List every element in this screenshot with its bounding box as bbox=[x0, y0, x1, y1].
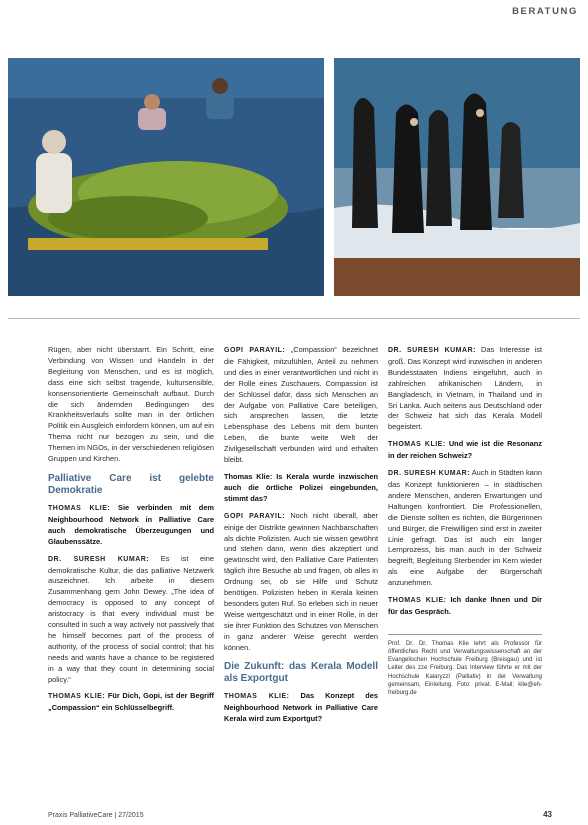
answer-text: Es ist eine demokratische Kultur, die das palliative Netzwerk auszeichnet. Ich arbeite in diesem Zusammenhang gern John Dewey. „The idea of democracy is opposed to any concept of aristocracy is that every individual must be consulted in such a way actively not passively that he himself becomes part of the process of authority, of the process of social control; that his needs and wants have a chance to be registered in a way that they count in determining social policy.“ bbox=[48, 553, 214, 684]
answer-1 bbox=[224, 345, 378, 466]
subheading-democracy: Palliative Care ist gelebte Demokratie bbox=[48, 472, 214, 496]
question-2 bbox=[388, 595, 542, 618]
speaker-label: THOMAS KLIE: bbox=[48, 693, 106, 701]
question-text: Und wie ist die Resonanz in der reichen Schweiz? bbox=[388, 439, 542, 461]
answer-1 bbox=[48, 554, 214, 686]
question-text: Das Konzept des Neighbourhood Network in Palliative Care Kerala wird zum Exportgut? bbox=[224, 691, 378, 724]
column-2 bbox=[224, 345, 378, 731]
answer-1 bbox=[388, 345, 542, 433]
answer-text: „Compassion“ bezeichnet die Fähigkeit, mitzufühlen, Anteil zu nehmen und dies in einer verantwortlichen und nicht in der Rolle eines Zuschauers. Compassion ist der Schlüssel dafür, dass sich Menschen an der Aufgabe von Palliative Care beteiligen, sich ansprechen lassen, die letzte Lebensphase des Lebens mit dem bunten Leben, die bunte weite Welt der Zivilgesellschaft verbunden wird und erhalten bleibt. bbox=[224, 345, 378, 465]
subheading-future: Die Zukunft: das Kerala Modell als Exportgut bbox=[224, 661, 378, 685]
question-1 bbox=[48, 503, 214, 548]
divider bbox=[8, 318, 580, 319]
question-2 bbox=[48, 691, 214, 714]
answer-2 bbox=[388, 468, 542, 589]
speaker-label: THOMAS KLIE: bbox=[48, 504, 111, 512]
column-1 bbox=[48, 345, 214, 720]
speaker-label: DR. SURESH KUMAR: bbox=[388, 470, 471, 478]
speaker-label: GOPI PARAYIL: bbox=[224, 512, 286, 520]
boat-harvest-photo bbox=[8, 58, 324, 296]
question-text: Für Dich, Gopi, ist der Begriff „Compassion“ ein Schlüsselbegriff. bbox=[48, 691, 214, 713]
speaker-label: THOMAS KLIE: bbox=[224, 693, 290, 701]
answer-2 bbox=[224, 511, 378, 654]
question-1 bbox=[388, 439, 542, 462]
answer-text: Noch nicht überall, aber einige der Distrikte gewinnen Nachbarschaften als dichte Polizisten. Auch sie wissen gewöhnt und stehen dann, wenn dies akzeptiert und gewünscht wird, den Palliative Care Patienten täglich ihre Besuche ab und fragen, ob alles in Ordnung sei, ob sie Hilfe und Schutz benötigen. Polizisten heben in Kerala keinen besonders guten Ruf. So erleben sich in neuer Weise wertgeschätzt und in einer Rolle, in der sie ihrer Funktion des Schutzes von Menschen in ganz anderer Weise gerecht werden können. bbox=[224, 510, 379, 652]
speaker-label: GOPI PARAYIL: bbox=[224, 347, 286, 354]
nuns-at-sea-photo bbox=[334, 58, 580, 296]
speaker-label: DR. SURESH KUMAR: bbox=[48, 555, 150, 563]
page-number: 43 bbox=[543, 810, 552, 819]
author-credits: Prof. Dr. Dr. Thomas Klie lehrt als Professor für öffentliches Recht und Verwaltungswissenschaft an der Evangelischen Hochschule Freiburg (Breisgau) und ist Leiter des zze Freiburg. Das Interview führte er mit der Hochschule Kalaryzzl (Palliativ) in der Verwaltung gemeinsam, Einleitung. Foto: privat. E-Mail: klie@eh-freiburg.de bbox=[388, 634, 542, 697]
answer-text: Auch in Städten kann das Konzept funktionieren – in städtischen andere Menschen, anderen Erwartungen und Haltungen konfrontiert. Die Professionellen, die Dienste sollten es richten, die Bürgerinnen und Bürger, die Freiwilligen sind erst in zweiter Linie gefragt. Das ist auch ein langer Lernprozess, bis man auch in der Schweiz begreift, Begleitung Sterbender im Kern wieder als eine Aufgabe der Bürgerschaft anzunehmen. bbox=[388, 468, 543, 588]
question-text: Ich danke Ihnen und Dir für das Gespräch. bbox=[388, 595, 542, 616]
section-label: BERATUNG bbox=[512, 6, 578, 17]
answer-text: Das Interesse ist groß. Das Konzept wird inzwischen in anderen Bundesstaaten Indiens eingeführt, auch in zahlreichen afrikanischen Ländern, in Bangladesch, in Vietnam, in Thailand und in Sri Lanka. Auch seitens aus Deutschland oder der Schweiz hat sich das Kerala Modell begeistert. bbox=[388, 345, 543, 432]
question-1: Thomas Klie: Is Kerala wurde inzwischen auch die örtliche Polizei eingebunden, stimmt das? bbox=[224, 471, 378, 503]
speaker-label: THOMAS KLIE: bbox=[388, 597, 447, 605]
speaker-label: DR. SURESH KUMAR: bbox=[388, 347, 476, 354]
column-3 bbox=[388, 345, 542, 697]
question-text: Sie verbinden mit dem Neighbourhood Network in Palliative Care auch demokratische Überzeugungen und Glaubenssätze. bbox=[48, 502, 214, 546]
question-2 bbox=[224, 691, 378, 725]
lead-paragraph: Rügen, aber nicht überstarrt. Ein Schritt, eine Verbindung von Wissen und Handeln in der Begleitung von Menschen, und es ist möglich, dass eine sich selbst tragende, kultursensible, konsensorientierte Gemeinschaft aufbaut. Durch die sich ändernden Bedingungen des Krankheitsverlaufs sollte man in der örtlichen Politik ein Ausgleich einfordern können, um auf ein Thema nicht nur bezogen zu sein, und die Themen im NGOs, in der verschiedenen religiösen Gruppen und Kirchen. bbox=[48, 345, 214, 464]
magazine-footer: Praxis PalliativeCare | 27/2015 bbox=[48, 812, 144, 819]
speaker-label: THOMAS KLIE: bbox=[388, 441, 446, 449]
